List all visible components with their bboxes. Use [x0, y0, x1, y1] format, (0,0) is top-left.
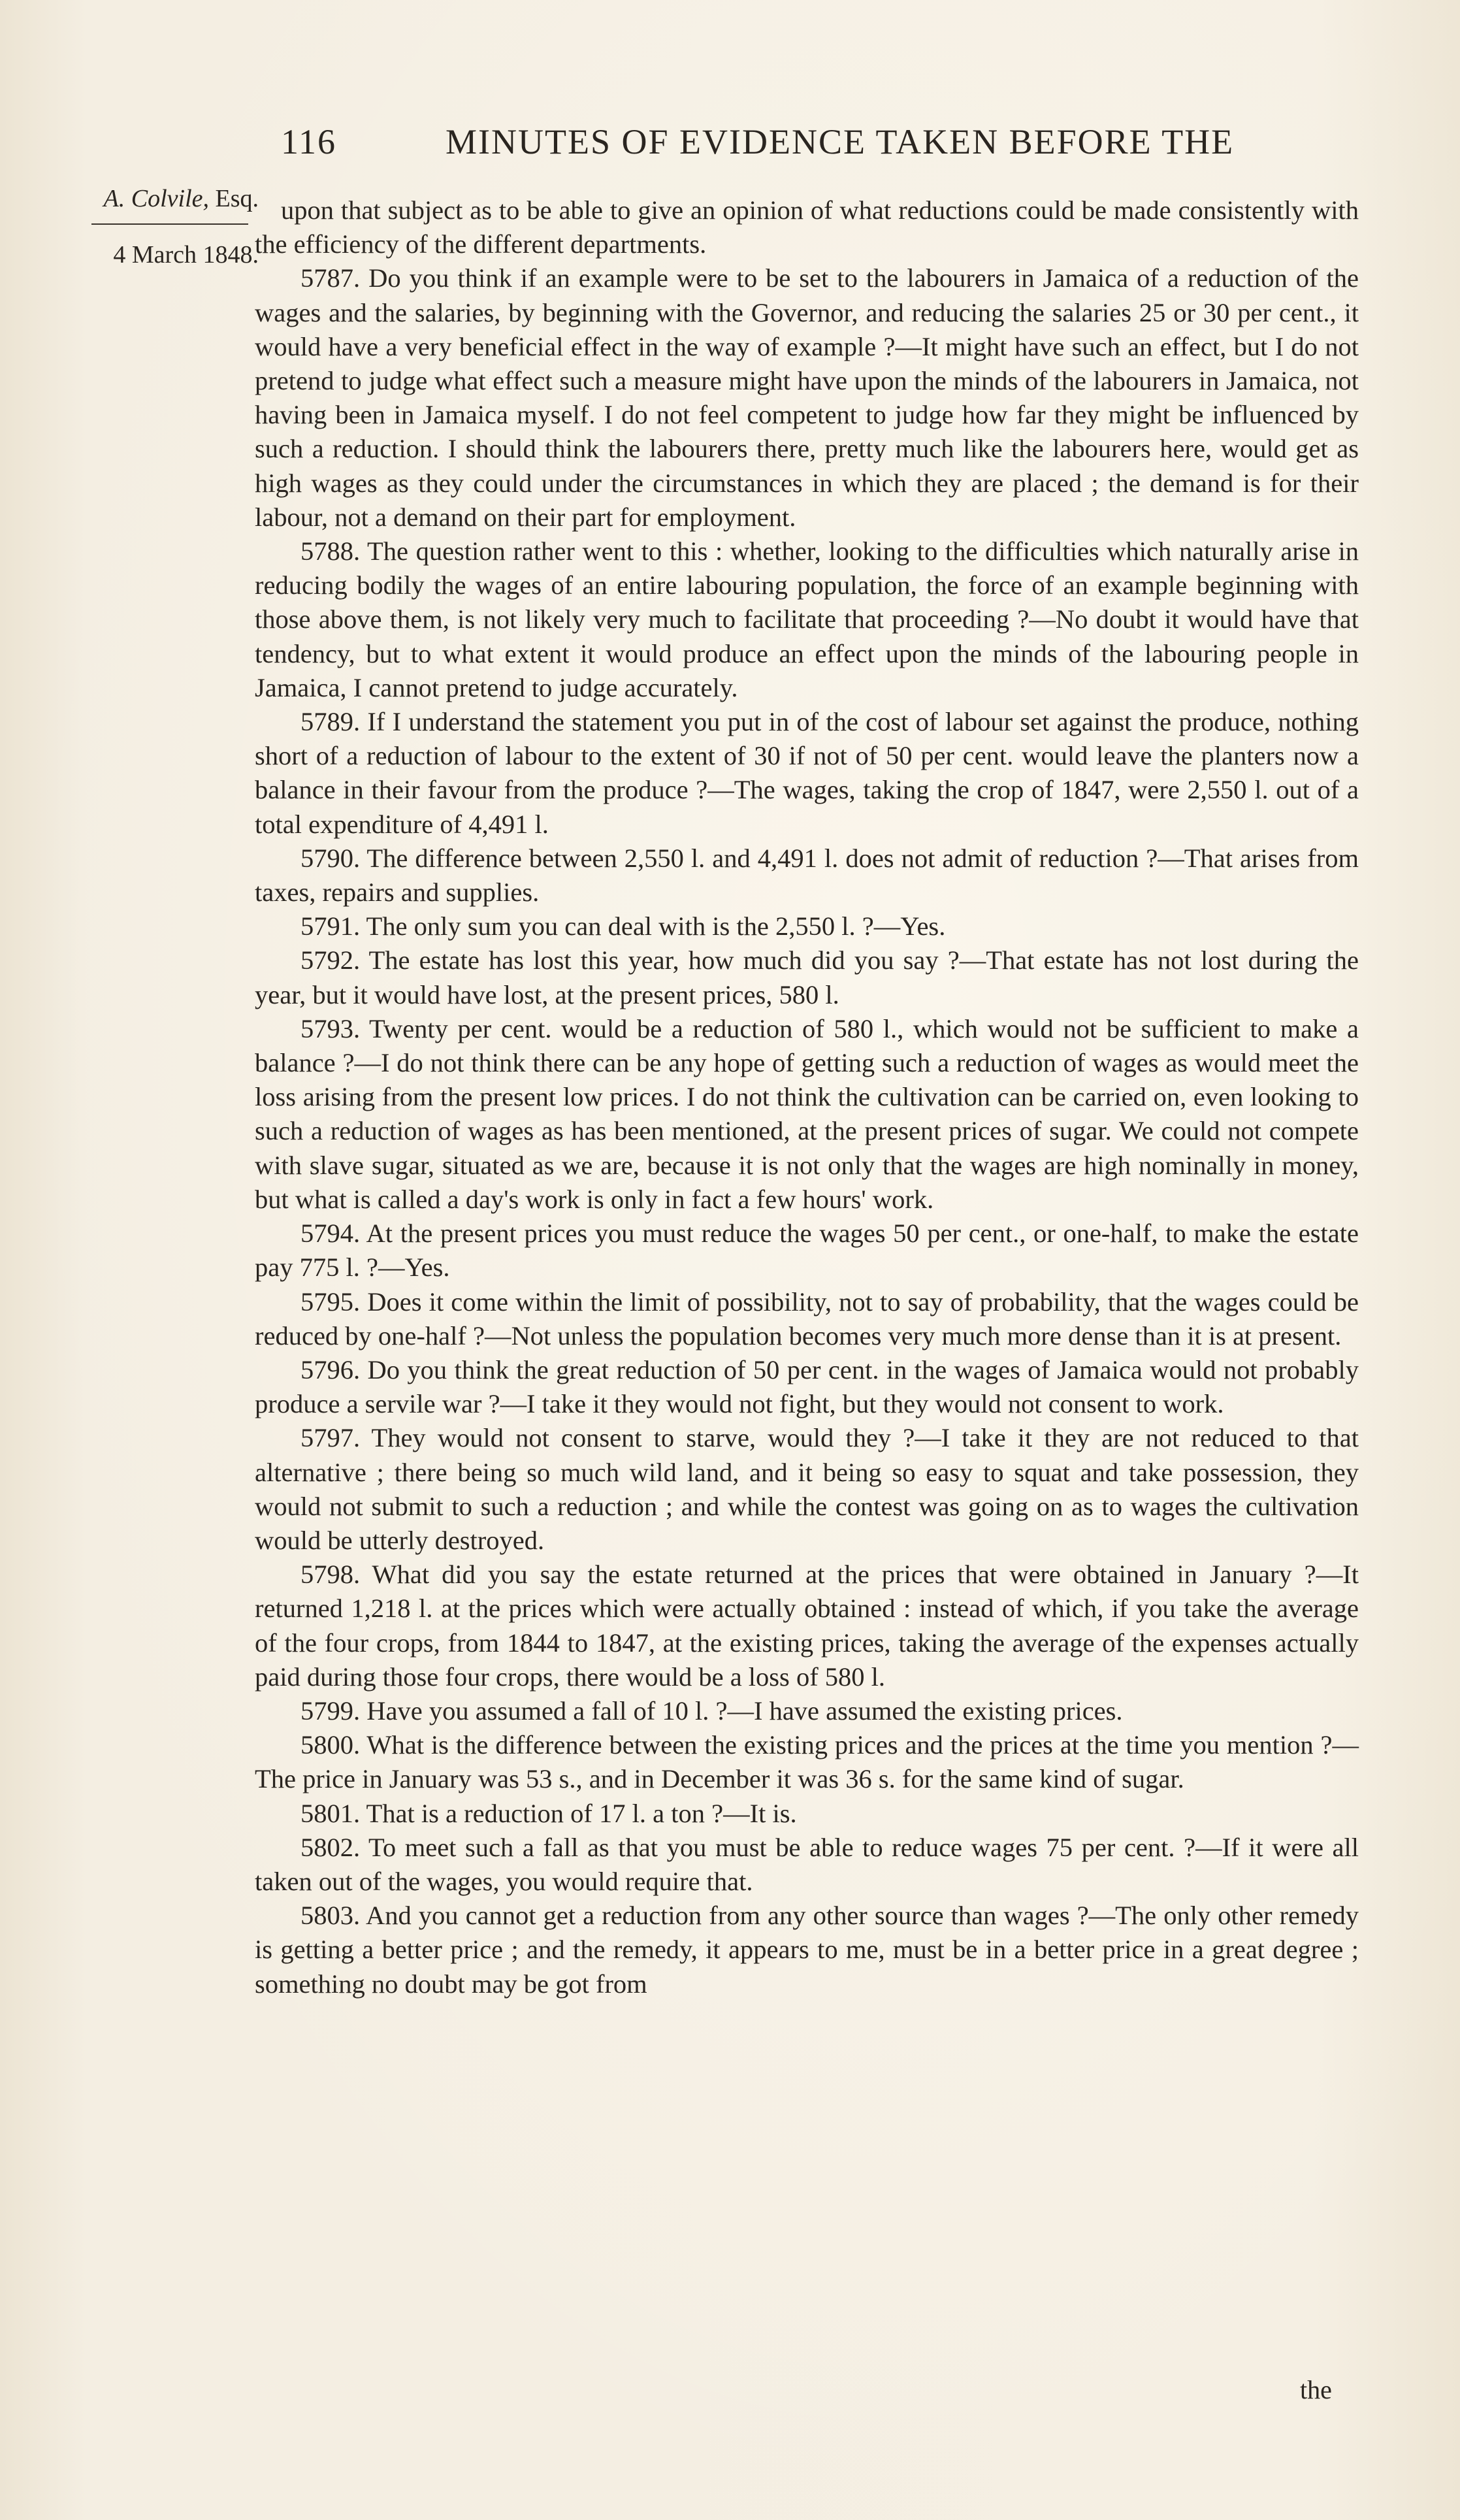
margin-date: 4 March 1848. — [113, 241, 259, 269]
paragraph-text: The question rather went to this : whether, looking to the difficulties which naturally arise in reducing bodily the wages of an entire labouring population, the force of an example beginning with those above them, is not likely very much to facilitate that proceeding ?—No doubt it would have that tendency, but to what extent it would produce an effect upon the minds of the labouring people in Jamaica, I cannot pretend to judge accurately. — [255, 536, 1359, 702]
paragraph-text: Twenty per cent. would be a reduction of 580 l., which would not be sufficient to make a balance ?—I do not think there can be any hope of getting such a reduction of wages as would meet the loss arising from the present low prices. I do not think the cultivation can be carried on, even looking to such a reduction of wages as has been mentioned, at the present prices of sugar. We could not compete with slave sugar, situated as we are, because it is not only that the wages are high nominally in money, but what is called a day's work is only in fact a few hours' work. — [255, 1013, 1359, 1214]
body-text — [255, 193, 1359, 2001]
paragraph-text: The estate has lost this year, how much did you say ?—That estate has not lost during the year, but it would have lost, at the present prices, 580 l. — [255, 945, 1359, 1009]
paragraph — [255, 909, 1359, 943]
question-number: 5796. — [300, 1354, 361, 1384]
question-number: 5788. — [300, 536, 361, 566]
witness-suffix: Esq. — [215, 185, 259, 212]
paragraph — [255, 1421, 1359, 1558]
paragraph — [255, 193, 1359, 261]
paragraph-text: Does it come within the limit of possibility, not to say of probability, that the wages could be reduced by one-half ?—Not unless the population becomes very much more dense than it is at present. — [255, 1286, 1359, 1350]
question-number: 5798. — [300, 1560, 361, 1590]
paragraph — [255, 1217, 1359, 1285]
paragraph — [255, 705, 1359, 842]
catchword: the — [1300, 2375, 1332, 2404]
paragraph-text: upon that subject as to be able to give an opinion of what reductions could be made consistently with the efficiency of the different departments. — [255, 195, 1359, 259]
paragraph-text: What is the difference between the existing prices and the prices at the time you mention ?—The price in January was 53 s., and in December it was 36 s. for the same kind of sugar. — [255, 1730, 1359, 1794]
question-number: 5803. — [300, 1901, 361, 1931]
question-number: 5797. — [300, 1423, 361, 1453]
paragraph — [255, 1797, 1359, 1831]
margin-witness-name — [82, 184, 259, 213]
paragraph-text: What did you say the estate returned at the prices that were obtained in January ?—It returned 1,218 l. at the prices which were actually obtained : instead of which, if you take the average of the four crops, from 1844 to 1847, at the existing prices, taking the average of the expenses actually paid during those four crops, there would be a loss of 580 l. — [255, 1560, 1359, 1692]
page-header — [281, 122, 1241, 174]
question-number: 5792. — [300, 945, 361, 975]
question-number: 5791. — [300, 911, 361, 941]
running-head: MINUTES OF EVIDENCE TAKEN BEFORE THE — [446, 122, 1235, 161]
margin-rule — [91, 223, 248, 225]
paragraph-text: The only sum you can deal with is the 2,550 l. ?—Yes. — [366, 911, 946, 941]
question-number: 5800. — [300, 1730, 361, 1760]
paragraph-text: Do you think the great reduction of 50 per cent. in the wages of Jamaica would not probably produce a servile war ?—I take it they would not fight, but they would not consent to work. — [255, 1354, 1359, 1419]
paragraph — [255, 1728, 1359, 1796]
paragraph — [255, 534, 1359, 705]
paragraph-text: At the present prices you must reduce the wages 50 per cent., or one-half, to make the estate pay 775 l. ?—Yes. — [255, 1219, 1359, 1283]
witness-name: A. Colvile, — [103, 185, 209, 212]
paragraph-text: That is a reduction of 17 l. a ton ?—It is. — [366, 1798, 797, 1828]
paragraph-text: If I understand the statement you put in of the cost of labour set against the produce, nothing short of a reduction of labour to the extent of 30 if not of 50 per cent. would leave the planters now a balance in their favour from the produce ?—The wages, taking the crop of 1847, were 2,550 l. out of a total expenditure of 4,491 l. — [255, 707, 1359, 839]
paragraph — [255, 1558, 1359, 1694]
paragraph — [255, 842, 1359, 909]
paragraph — [255, 943, 1359, 1011]
paragraph-text: And you cannot get a reduction from any other source than wages ?—The only other remedy is getting a better price ; and the remedy, it appears to me, must be in a better price in a great degree ; something no doubt may be got from — [255, 1901, 1359, 1999]
question-number: 5793. — [300, 1013, 361, 1043]
paragraph — [255, 1012, 1359, 1217]
paragraph — [255, 1285, 1359, 1353]
paragraph — [255, 1353, 1359, 1421]
question-number: 5802. — [300, 1832, 361, 1862]
question-number: 5795. — [300, 1286, 361, 1317]
paragraph-text: Have you assumed a fall of 10 l. ?—I have assumed the existing prices. — [366, 1695, 1123, 1726]
question-number: 5789. — [300, 707, 361, 737]
paragraph-text: To meet such a fall as that you must be able to reduce wages 75 per cent. ?—If it were all taken out of the wages, you would require that. — [255, 1832, 1359, 1896]
question-number: 5794. — [300, 1219, 361, 1249]
question-number: 5787. — [300, 263, 361, 293]
paragraph — [255, 1899, 1359, 2001]
question-number: 5790. — [300, 843, 361, 873]
paragraph-text: They would not consent to starve, would they ?—I take it they are not reduced to that alternative ; there being so much wild land, and it being so easy to squat and take possession, they would not submit to such a reduction ; and while the contest was going on as to wages the cultivation would be utterly destroyed. — [255, 1423, 1359, 1555]
paragraph — [255, 261, 1359, 534]
paragraph-text: The difference between 2,550 l. and 4,491 l. does not admit of reduction ?—That arises from taxes, repairs and supplies. — [255, 843, 1359, 908]
question-number: 5799. — [300, 1695, 361, 1726]
page-number: 116 — [281, 122, 336, 161]
paragraph — [255, 1694, 1359, 1728]
paragraph-text: Do you think if an example were to be set to the labourers in Jamaica of a reduction of the wages and the salaries, by beginning with the Governor, and reducing the salaries 25 or 30 per cent., it would have a very beneficial effect in the way of example ?—It might have such an effect, but I do not pretend to judge what effect such a measure might have upon the minds of the labourers in Jamaica, not having been in Jamaica myself. I do not feel competent to judge how far they might be influenced by such a reduction. I should think the labourers there, pretty much like the labourers here, would get as high wages as they could under the circumstances in which they are placed ; the demand is for their labour, not a demand on their part for employment. — [255, 263, 1359, 532]
paragraph — [255, 1831, 1359, 1899]
question-number: 5801. — [300, 1798, 361, 1828]
